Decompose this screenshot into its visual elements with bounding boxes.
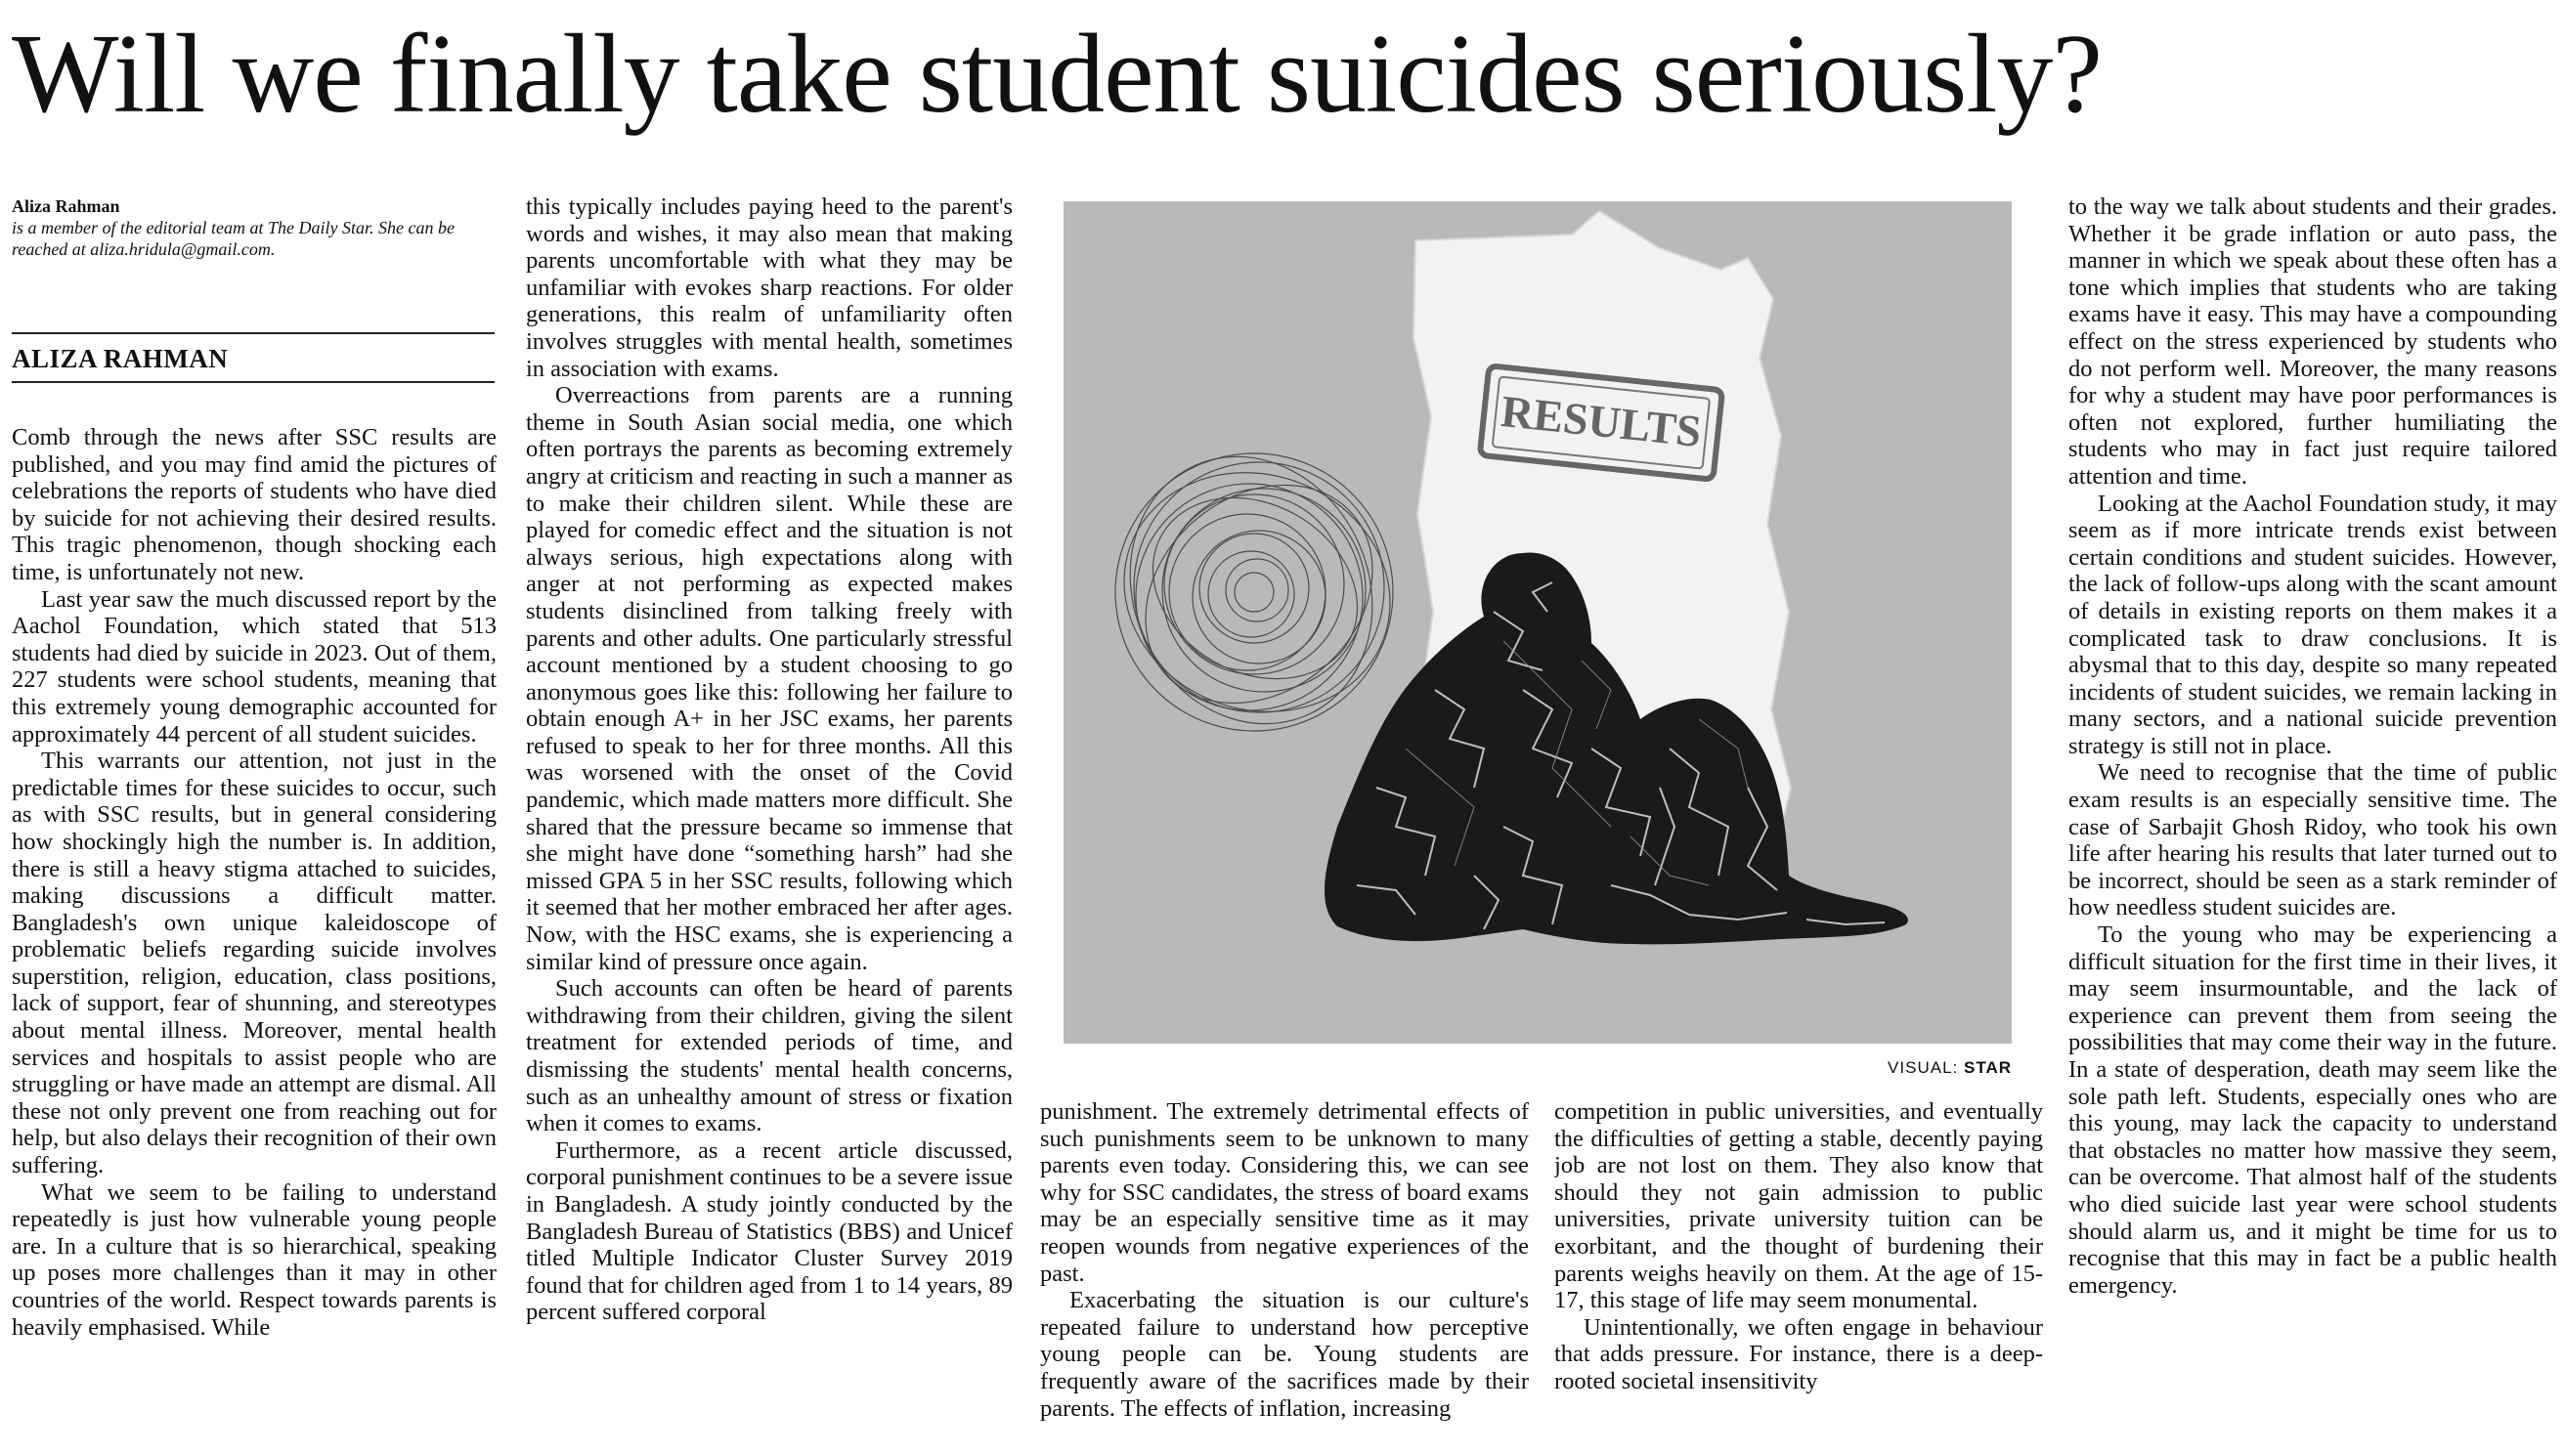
author-name-caps: ALIZA RAHMAN bbox=[12, 344, 229, 373]
byline-block bbox=[12, 195, 495, 260]
byline-description: is a member of the editorial team at The Daily Star. She can be reached at aliza.hridula@gmail.com. bbox=[12, 218, 455, 259]
article-column-4 bbox=[1554, 1098, 2043, 1456]
article-column-5 bbox=[2068, 193, 2557, 1456]
paragraph: competition in public universities, and eventually the difficulties of getting a stable, decently paying job are not lost on them. They also know that should they not gain admission to public universities, private university tuition can be exorbitant, and the thought of burdening their parents weighs heavily on them. At the age of 15-17, this stage of life may seem monumental. bbox=[1554, 1098, 2043, 1314]
paragraph: Such accounts can often be heard of parents withdrawing from their children, giving the silent treatment for extended periods of time, and dismissing the students' mental health concerns, such as an unhealthy amount of stress or fixation when it comes to exams. bbox=[526, 975, 1013, 1137]
paragraph: Looking at the Aachol Foundation study, it may seem as if more intricate trends exist between certain conditions and student suicides. However, the lack of follow-ups along with the scant amount of details in existing reports on them makes it a complicated task to draw conclusions. It is abysmal that to this day, despite so many repeated incidents of student suicides, we remain lacking in many sectors, and a national suicide prevention strategy is still not in place. bbox=[2068, 490, 2557, 759]
paragraph: We need to recognise that the time of public exam results is an especially sensitive time. The case of Sarbajit Ghosh Ridoy, who took his own life after hearing his results that later turned out to be incorrect, should be seen as a stark reminder of how needless student suicides are. bbox=[2068, 759, 2557, 921]
byline-name: Aliza Rahman bbox=[12, 196, 120, 216]
visual-credit bbox=[1846, 1058, 2012, 1078]
article-column-3 bbox=[1040, 1098, 1529, 1456]
byline-rule-bottom bbox=[12, 381, 495, 383]
article-column-2 bbox=[526, 193, 1013, 1456]
paragraph: Furthermore, as a recent article discussed, corporal punishment continues to be a severe issue in Bangladesh. A study jointly conducted by the Bangladesh Bureau of Statistics (BBS) and Unicef titled Multiple Indicator Cluster Survey 2019 found that for children aged from 1 to 14 years, 89 percent suffered corporal bbox=[526, 1136, 1013, 1326]
paragraph: to the way we talk about students and their grades. Whether it be grade inflation or auto pass, the manner in which we speak about these often has a tone which implies that students who are taking exams have it easy. This may have a compounding effect on the stress experienced by students who do not perform well. Moreover, the many reasons for why a student may have poor performances is often not explored, further humiliating the students who may in fact just require tailored attention and time. bbox=[2068, 193, 2557, 490]
paragraph: To the young who may be experiencing a difficult situation for the first time in their lives, it may seem insurmountable, and the lack of experience can prevent them from seeing the possibilities that may come their way in the future. In a state of desperation, death may seem like the sole path left. Students, especially ones who are this young, may lack the capacity to understand that obstacles no matter how massive they seem, can be overcome. That almost half of the students who died suicide last year were school students should alarm us, and it might be time for us to recognise that this may in fact be a public health emergency. bbox=[2068, 921, 2557, 1299]
article-column-1 bbox=[12, 424, 497, 1456]
illustration bbox=[1064, 201, 2012, 1044]
scribble-ball bbox=[1087, 416, 1424, 763]
credit-label: VISUAL: bbox=[1888, 1058, 1959, 1077]
headline: Will we finally take student suicides seriously? bbox=[12, 12, 2102, 137]
paragraph: What we seem to be failing to understand repeatedly is just how vulnerable young people are. In a culture that is so hierarchical, speaking up poses more challenges than it may in other countries of the world. Respect towards parents is heavily emphasised. While bbox=[12, 1178, 497, 1341]
paragraph: Comb through the news after SSC results are published, and you may find amid the pictures of celebrations the reports of students who have died by suicide for not achieving their desired results. This tragic phenomenon, though shocking each time, is unfortunately not new. bbox=[12, 424, 497, 585]
paragraph: Exacerbating the situation is our culture's repeated failure to understand how perceptive young people can be. Young students are frequently aware of the sacrifices made by their parents. The effects of inflation, increasing bbox=[1040, 1287, 1529, 1422]
stamp-text: RESULTS bbox=[1499, 385, 1704, 457]
paragraph: Last year saw the much discussed report by the Aachol Foundation, which stated that 513 students had died by suicide in 2023. Out of them, 227 students were school students, meaning that this extremely young demographic accounted for approximately 44 percent of all student suicides. bbox=[12, 585, 497, 748]
byline-rule-top bbox=[12, 332, 495, 334]
paragraph: This warrants our attention, not just in the predictable times for these suicides to occur, such as with SSC results, but in general considering how shockingly high the number is. In addition, there is still a heavy stigma attached to suicides, making discussions a difficult matter. Bangladesh's own unique kaleidoscope of problematic beliefs regarding suicide involves superstition, religion, education, class positions, lack of support, fear of shunning, and stereotypes about mental illness. Moreover, mental health services and hospitals to assist people who are struggling or have made an attempt are dismal. All these not only prevent one from reaching out for help, but also delays their recognition of their own suffering. bbox=[12, 748, 497, 1179]
paragraph: this typically includes paying heed to the parent's words and wishes, it may also mean that making parents uncomfortable with what they may be unfamiliar with evokes sharp reactions. For older generations, this realm of unfamiliarity often involves struggles with mental health, sometimes in association with exams. bbox=[526, 193, 1013, 382]
credit-source: STAR bbox=[1963, 1058, 2012, 1077]
paragraph: punishment. The extremely detrimental effects of such punishments seem to be unknown to many parents even today. Considering this, we can see why for SSC candidates, the stress of board exams may be an especially sensitive time as it may reopen wounds from negative experiences of the past. bbox=[1040, 1098, 1529, 1287]
paragraph: Unintentionally, we often engage in behaviour that adds pressure. For instance, there is a deep-rooted societal insensitivity bbox=[1554, 1313, 2043, 1394]
paragraph: Overreactions from parents are a running theme in South Asian social media, one which often portrays the parents as becoming extremely angry at criticism and reacting in such a manner as to make their children silent. While these are played for comedic effect and the situation is not always serious, high expectations along with anger at not performing as expected makes students disinclined from talking freely with parents and other adults. One particularly stressful account mentioned by a student choosing to go anonymous goes like this: following her failure to obtain enough A+ in her JSC exams, her parents refused to speak to her for three months. All this was worsened with the onset of the Covid pandemic, which made matters more difficult. She shared that the pressure became so immense that she might have done “something harsh” had she missed GPA 5 in her SSC results, following which it seemed that her mother embraced her after ages. Now, with the HSC exams, she is experiencing a similar kind of pressure once again. bbox=[526, 382, 1013, 975]
